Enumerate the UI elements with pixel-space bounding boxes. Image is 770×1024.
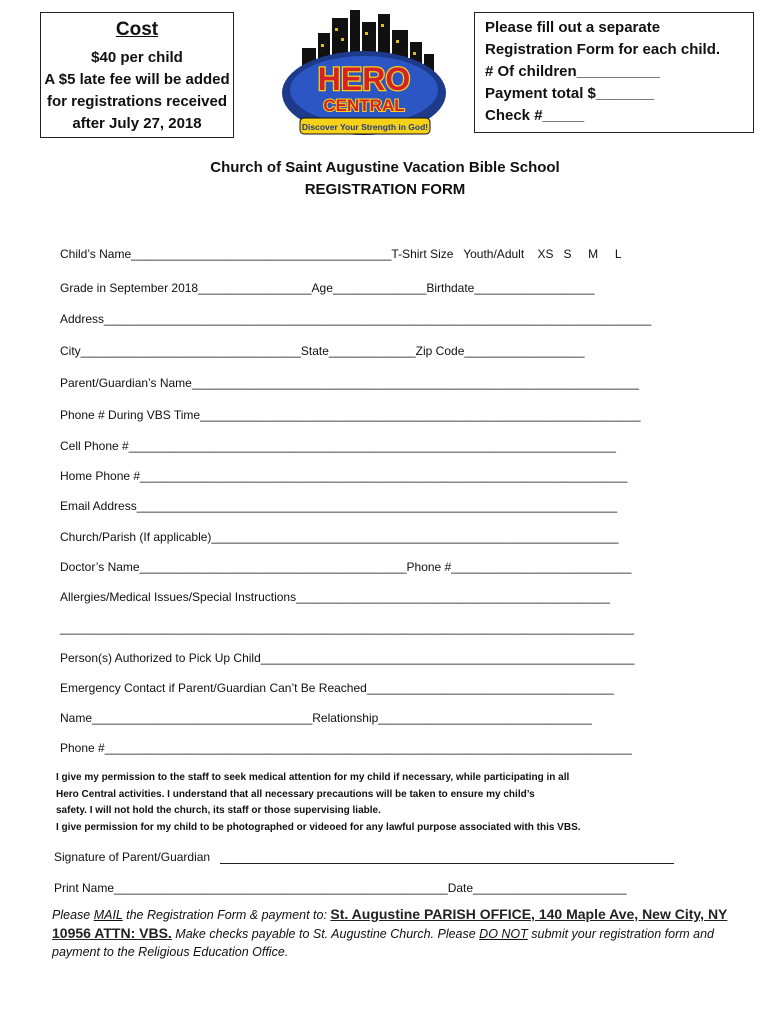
- consent-line-1: I give my permission to the staff to seek medical attention for my child if necessary, while participating in all: [56, 772, 570, 783]
- footer-text-4: submit your registration form and payment to the Religious Education Office.: [52, 927, 714, 959]
- logo-hero-text: HERO: [317, 61, 411, 97]
- mailing-instructions: [52, 905, 732, 961]
- consent-line-3: safety. I will not hold the church, its staff or those supervising liable.: [56, 805, 381, 816]
- parish-office-address: St. Augustine PARISH OFFICE, 140 Maple Ave, New City, NY 10956 ATTN: VBS.: [52, 906, 728, 941]
- cost-price: $40 per child: [91, 49, 183, 66]
- registration-form-heading: REGISTRATION FORM: [304, 181, 466, 198]
- phone-vbs-field[interactable]: Phone # During VBS Time__________________________________________________________________: [60, 408, 641, 422]
- city-state-zip-field[interactable]: City_________________________________State_____________Zip Code__________________: [60, 344, 585, 358]
- signature-label: Signature of Parent/Guardian: [54, 850, 211, 864]
- logo-tagline: Discover Your Strength in God!: [301, 122, 429, 132]
- children-count-field[interactable]: # Of children__________: [485, 63, 661, 80]
- consent-statement: [56, 770, 696, 836]
- cell-phone-field[interactable]: Cell Phone #_________________________________________________________________________: [60, 439, 616, 453]
- emergency-contact-field[interactable]: Emergency Contact if Parent/Guardian Can’t Be Reached_____________________________________: [60, 681, 614, 695]
- logo-central-text: CENTRAL: [323, 96, 405, 115]
- church-title: Church of Saint Augustine Vacation Bible School: [210, 159, 560, 176]
- hero-central-logo: [272, 8, 457, 153]
- home-phone-field[interactable]: Home Phone #_________________________________________________________________________: [60, 469, 628, 483]
- cost-deadline: after July 27, 2018: [72, 115, 202, 132]
- allergies-field[interactable]: Allergies/Medical Issues/Special Instructions_______________________________________________: [60, 590, 610, 604]
- pickup-authorized-field[interactable]: Person(s) Authorized to Pick Up Child________________________________________________________: [60, 651, 635, 665]
- childs-name-field[interactable]: Child’s Name_______________________________________T-Shirt Size Youth/Adult XS S M L: [60, 247, 622, 261]
- check-number-field[interactable]: Check #_____: [485, 107, 585, 124]
- instructions-line-1: Please fill out a separate: [485, 19, 661, 36]
- signature-line[interactable]: [220, 863, 674, 864]
- footer-do-not: DO NOT: [479, 927, 528, 941]
- consent-line-4: I give permission for my child to be photographed or videoed for any lawful purpose associated with this VBS.: [56, 821, 581, 833]
- doctor-field[interactable]: Doctor’s Name________________________________________Phone #___________________________: [60, 560, 632, 574]
- church-parish-field[interactable]: Church/Parish (If applicable)_____________________________________________________________: [60, 530, 619, 544]
- grade-age-birthdate-field[interactable]: Grade in September 2018_________________Age______________Birthdate__________________: [60, 281, 595, 295]
- instructions-box: [474, 12, 754, 133]
- footer-mail: MAIL: [93, 908, 123, 922]
- parent-name-field[interactable]: Parent/Guardian’s Name___________________________________________________________________: [60, 376, 639, 390]
- payment-total-field[interactable]: Payment total $_______: [485, 85, 655, 102]
- allergies-continued-field[interactable]: ______________________________________________________________________________________: [60, 621, 634, 635]
- address-field[interactable]: Address__________________________________________________________________________________: [60, 312, 652, 326]
- cost-late-fee-cont: for registrations received: [46, 93, 228, 110]
- consent-line-2: Hero Central activities. I understand that all necessary precautions will be taken to ensure my child’s: [56, 788, 535, 800]
- footer-text-2: the Registration Form & payment to:: [122, 908, 331, 922]
- footer-text-3: Make checks payable to St. Augustine Church. Please: [171, 927, 480, 941]
- email-field[interactable]: Email Address________________________________________________________________________: [60, 499, 618, 513]
- emergency-phone-field[interactable]: Phone #_______________________________________________________________________________: [60, 741, 632, 755]
- cost-late-fee: A $5 late fee will be added: [44, 71, 230, 88]
- cost-box: [40, 12, 234, 138]
- name-relationship-field[interactable]: Name_________________________________Relationship________________________________: [60, 711, 592, 725]
- print-name-date-field[interactable]: Print Name__________________________________________________Date_______________________: [54, 881, 627, 895]
- form-title: [0, 157, 770, 201]
- cost-title: Cost: [115, 19, 159, 40]
- instructions-line-2: Registration Form for each child.: [485, 41, 721, 58]
- footer-text-1: Please: [52, 908, 94, 922]
